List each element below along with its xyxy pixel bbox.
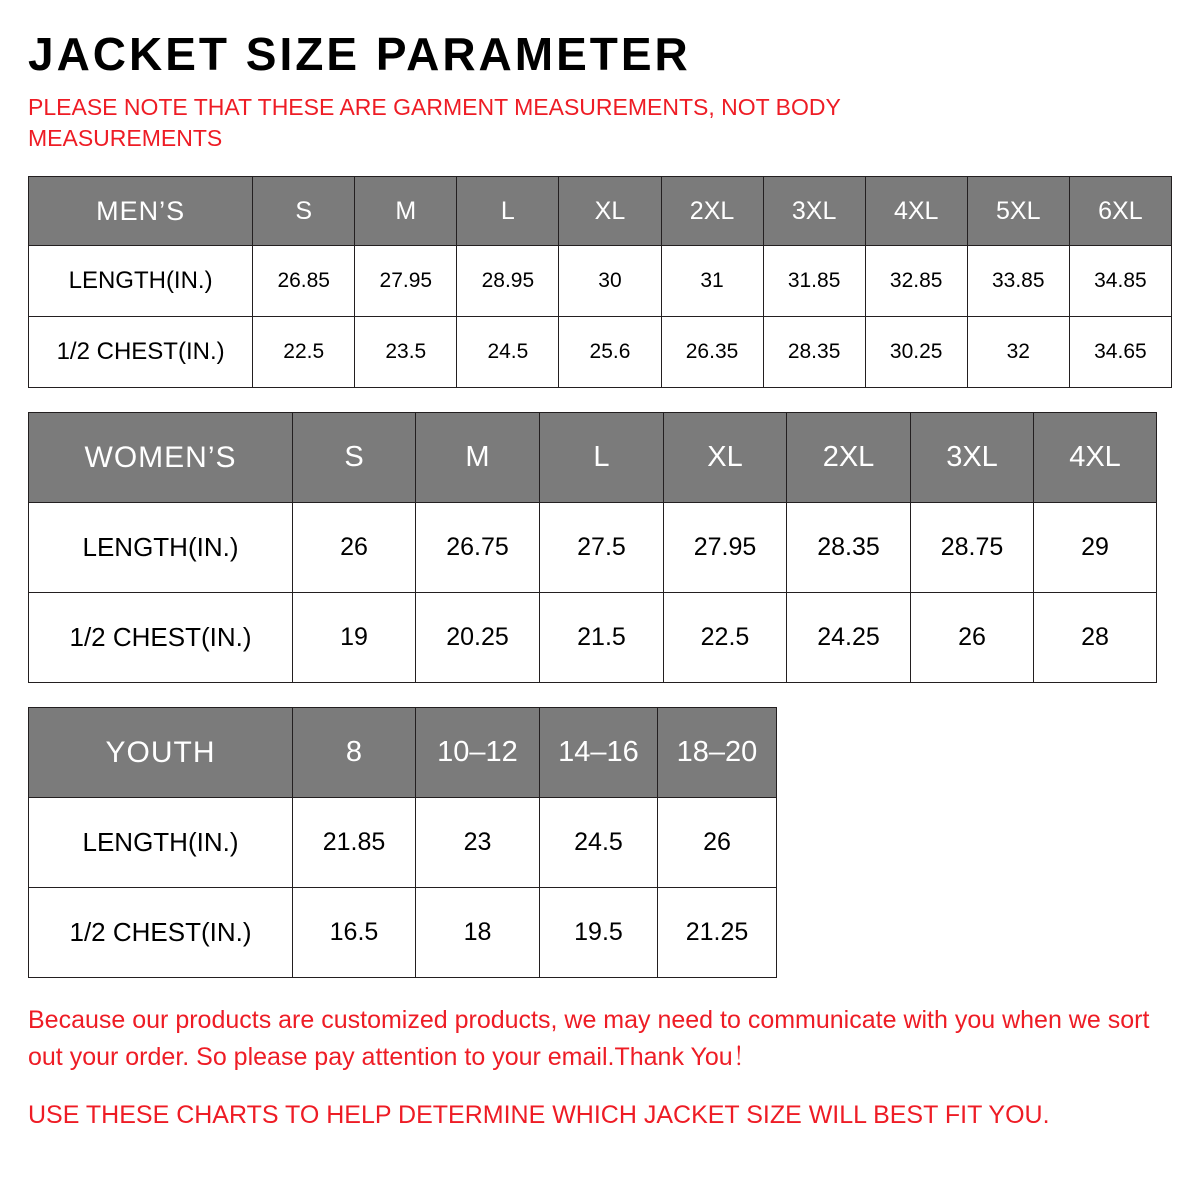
cell-value: 26 [911,593,1034,683]
cell-value: 31 [661,246,763,317]
cell-value: 19.5 [540,888,658,978]
cell-value: 21.85 [293,798,416,888]
cell-value: 30.25 [865,317,967,388]
size-header: M [416,413,540,503]
size-header: L [540,413,664,503]
cell-value: 26.75 [416,503,540,593]
size-header: 4XL [1034,413,1157,503]
cell-value: 19 [293,593,416,683]
size-header: 14–16 [540,708,658,798]
size-header: S [293,413,416,503]
cell-value: 27.95 [664,503,787,593]
cell-value: 26 [293,503,416,593]
table-row [29,593,1157,683]
table-header-row [29,708,777,798]
cell-value: 28.95 [457,246,559,317]
youth-table-label: YOUTH [29,708,293,798]
cell-value: 28.35 [787,503,911,593]
cell-value: 26.35 [661,317,763,388]
cell-value: 24.25 [787,593,911,683]
cell-value: 29 [1034,503,1157,593]
size-header: 4XL [865,177,967,246]
cell-value: 32 [967,317,1069,388]
cell-value: 26 [658,798,777,888]
cell-value: 34.85 [1069,246,1171,317]
cell-value: 24.5 [540,798,658,888]
row-label: LENGTH(IN.) [29,798,293,888]
womens-table-label: WOMEN’S [29,413,293,503]
customization-note: Because our products are customized products, we may need to communicate with you when we sort out your order. So please pay attention to your email.Thank You！ [28,1006,1150,1071]
table-header-row [29,177,1172,246]
cell-value: 25.6 [559,317,661,388]
cell-value: 26.85 [253,246,355,317]
size-header: 10–12 [416,708,540,798]
cell-value: 30 [559,246,661,317]
cell-value: 21.25 [658,888,777,978]
table-row [29,246,1172,317]
size-header: 2XL [661,177,763,246]
table-row [29,798,777,888]
size-header: XL [664,413,787,503]
size-header: L [457,177,559,246]
row-label: 1/2 CHEST(IN.) [29,317,253,388]
table-row [29,503,1157,593]
youth-size-table [28,707,777,978]
cell-value: 20.25 [416,593,540,683]
cell-value: 28.35 [763,317,865,388]
size-header: 2XL [787,413,911,503]
size-header: S [253,177,355,246]
measurement-note: PLEASE NOTE THAT THESE ARE GARMENT MEASUREMENTS, NOT BODY MEASUREMENTS [28,94,841,152]
table-header-row [29,413,1157,503]
size-header: 3XL [763,177,865,246]
cell-value: 24.5 [457,317,559,388]
cell-value: 27.5 [540,503,664,593]
cell-value: 32.85 [865,246,967,317]
cell-value: 22.5 [664,593,787,683]
cell-value: 18 [416,888,540,978]
size-header: 5XL [967,177,1069,246]
cell-value: 27.95 [355,246,457,317]
size-header: 6XL [1069,177,1171,246]
cell-value: 28.75 [911,503,1034,593]
cell-value: 33.85 [967,246,1069,317]
page-title: JACKET SIZE PARAMETER [28,28,691,80]
row-label: LENGTH(IN.) [29,246,253,317]
mens-table-label: MEN’S [29,177,253,246]
mens-size-table [28,176,1172,388]
table-row [29,888,777,978]
cell-value: 16.5 [293,888,416,978]
row-label: LENGTH(IN.) [29,503,293,593]
size-header: XL [559,177,661,246]
row-label: 1/2 CHEST(IN.) [29,888,293,978]
cell-value: 23.5 [355,317,457,388]
row-label: 1/2 CHEST(IN.) [29,593,293,683]
cell-value: 22.5 [253,317,355,388]
size-header: 8 [293,708,416,798]
size-header: 18–20 [658,708,777,798]
size-header: 3XL [911,413,1034,503]
size-header: M [355,177,457,246]
cell-value: 34.65 [1069,317,1171,388]
cell-value: 31.85 [763,246,865,317]
cell-value: 21.5 [540,593,664,683]
chart-usage-note: USE THESE CHARTS TO HELP DETERMINE WHICH JACKET SIZE WILL BEST FIT YOU. [28,1100,1050,1129]
cell-value: 28 [1034,593,1157,683]
table-row [29,317,1172,388]
cell-value: 23 [416,798,540,888]
womens-size-table [28,412,1157,683]
